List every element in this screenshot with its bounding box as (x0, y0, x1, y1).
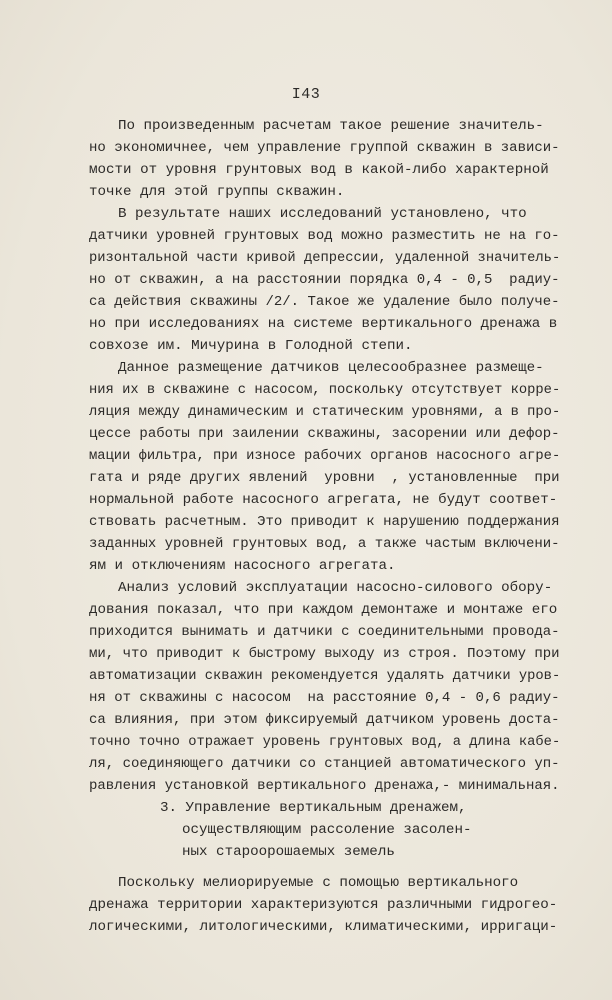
text-line-3: мости от уровня грунтовых вод в какой-либо характерной (89, 162, 549, 178)
text-line-18: нормальной работе насосного агрегата, не будут соответ- (89, 492, 558, 508)
text-line-16: мации фильтра, при износе рабочих органов насосного агре- (89, 448, 561, 464)
text-line-2: но экономичнее, чем управление группой скважин в зависи- (89, 140, 560, 156)
text-line-22: Анализ условий эксплуатации насосно-силового обору- (118, 580, 553, 596)
text-line-19: ствовать расчетным. Это приводит к нарушению поддержания (89, 514, 560, 530)
text-line-36: дренажа территории характеризуются различными гидрогео- (89, 897, 558, 913)
text-line-20: заданных уровней грунтовых вод, а также частым включени- (89, 536, 560, 552)
text-line-6: датчики уровней грунтовых вод можно разместить не на го- (89, 228, 560, 244)
text-line-12: Данное размещение датчиков целесообразнее размеще- (118, 360, 544, 376)
text-line-7: ризонтальной части кривой депрессии, удаленной значитель- (89, 250, 561, 266)
text-line-37: логическими, литологическими, климатическими, ирригаци- (89, 919, 558, 935)
text-line-35: Поскольку мелиорируемые с помощью вертикального (118, 875, 519, 891)
text-line-13: ния их в скважине с насосом, поскольку отсутствует корре- (89, 382, 561, 398)
text-line-26: автоматизации скважин рекомендуется удалять датчики уров- (89, 668, 561, 684)
text-line-29: точно точно отражает уровень грунтовых вод, а длина кабе- (89, 734, 561, 750)
text-line-14: ляция между динамическим и статическим уровнями, а в про- (89, 404, 561, 420)
text-line-4: точке для этой группы скважин. (89, 184, 345, 200)
text-line-27: ня от скважины с насосом на расстояние 0,4 - 0,6 радиу- (89, 690, 560, 706)
text-line-24: приходится вынимать и датчики с соединительными провода- (89, 624, 560, 640)
text-line-10: но при исследованиях на системе вертикального дренажа в (89, 316, 558, 332)
section-heading-line-1: 3. Управление вертикальным дренажем, (160, 800, 467, 816)
text-line-23: дования показал, что при каждом демонтаже и монтаже его (89, 602, 558, 618)
text-line-31: равления установкой вертикального дренажа,- минимальная. (89, 778, 560, 794)
section-heading-line-2: осуществляющим рассоление засолен- (182, 822, 472, 838)
text-line-8: но от скважин, а на расстоянии порядка 0,4 - 0,5 радиу- (89, 272, 560, 288)
page-number: I43 (291, 86, 321, 103)
text-line-15: цессе работы при заилении скважины, засорении или дефор- (89, 426, 560, 442)
text-line-28: са влияния, при этом фиксируемый датчиком уровень доста- (89, 712, 560, 728)
section-heading-line-3: ных староорошаемых земель (182, 844, 395, 860)
text-line-25: ми, что приводит к быстрому выходу из строя. Поэтому при (89, 646, 560, 662)
text-line-1: По произведенным расчетам такое решение значитель- (118, 118, 544, 134)
text-line-5: В результате наших исследований установлено, что (118, 206, 527, 222)
text-line-21: ям и отключениям насосного агрегата. (89, 558, 396, 574)
text-line-11: совхозе им. Мичурина в Голодной степи. (89, 338, 413, 354)
text-line-30: ля, соединяющего датчики со станцией автоматического уп- (89, 756, 560, 772)
text-line-17: гата и ряде других явлений уровни , установленные при (89, 470, 560, 486)
text-line-9: са действия скважины /2/. Такое же удаление было получе- (89, 294, 560, 310)
